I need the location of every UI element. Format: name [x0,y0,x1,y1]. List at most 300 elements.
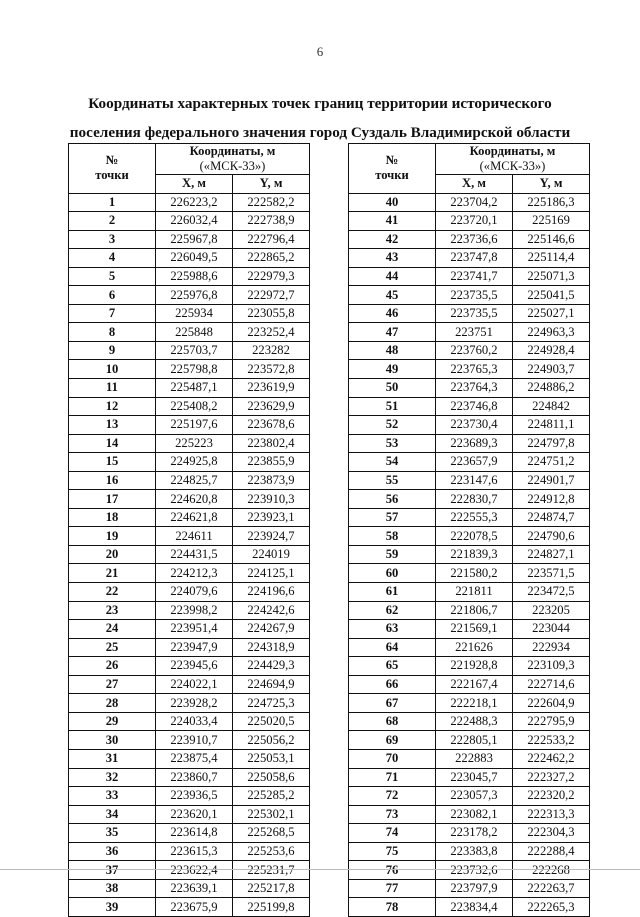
y-coordinate-cell: 224874,7 [513,508,590,527]
x-coordinate-cell: 223741,7 [436,267,513,286]
table-row [69,490,310,509]
table-row [69,286,310,305]
x-coordinate-cell: 223689,3 [436,434,513,453]
y-coordinate-cell: 222327,2 [513,768,590,787]
page-number: 6 [316,44,324,59]
header-point-number [349,144,436,194]
x-coordinate-cell: 223614,8 [156,824,233,843]
header-y: Y, м [513,175,590,194]
table-row [69,601,310,620]
y-coordinate-cell: 224842 [513,397,590,416]
table-row [69,620,310,639]
table-row [69,508,310,527]
x-coordinate-cell: 225976,8 [156,286,233,305]
point-number-cell: 36 [69,842,156,861]
point-number-cell: 69 [349,731,436,750]
table-body-left [69,193,310,916]
table-row [69,657,310,676]
x-coordinate-cell: 221839,3 [436,545,513,564]
y-coordinate-cell: 225169 [513,212,590,231]
table-row [69,879,310,898]
y-coordinate-cell: 222865,2 [233,249,310,268]
point-number-cell: 29 [69,712,156,731]
table-row [69,583,310,602]
y-coordinate-cell: 222320,2 [513,787,590,806]
table-row [349,434,590,453]
x-coordinate-cell: 223704,2 [436,193,513,212]
point-number-cell: 24 [69,620,156,639]
x-coordinate-cell: 222883 [436,749,513,768]
table-row [349,508,590,527]
point-number-cell: 75 [349,842,436,861]
header-point-label: точки [95,168,129,183]
y-coordinate-cell: 223252,4 [233,323,310,342]
table-row [69,675,310,694]
table-row [349,360,590,379]
table-row [69,787,310,806]
table-row [349,768,590,787]
table-row [69,545,310,564]
y-coordinate-cell: 223109,3 [513,657,590,676]
point-number-cell: 31 [69,749,156,768]
y-coordinate-cell: 225146,6 [513,230,590,249]
x-coordinate-cell: 224620,8 [156,490,233,509]
point-number-cell: 26 [69,657,156,676]
x-coordinate-cell: 223797,9 [436,879,513,898]
x-coordinate-cell: 223732,6 [436,861,513,880]
table-row [349,861,590,880]
x-coordinate-cell: 223735,5 [436,286,513,305]
y-coordinate-cell: 222795,9 [513,712,590,731]
y-coordinate-cell: 223044 [513,620,590,639]
point-number-cell: 49 [349,360,436,379]
y-coordinate-cell: 222288,4 [513,842,590,861]
table-row [69,527,310,546]
table-row [349,657,590,676]
x-coordinate-cell: 224033,4 [156,712,233,731]
x-coordinate-cell: 224212,3 [156,564,233,583]
x-coordinate-cell: 222805,1 [436,731,513,750]
point-number-cell: 34 [69,805,156,824]
point-number-cell: 5 [69,267,156,286]
point-number-cell: 74 [349,824,436,843]
table-row [69,805,310,824]
x-coordinate-cell: 221580,2 [436,564,513,583]
table-row [349,286,590,305]
table-row [69,249,310,268]
x-coordinate-cell: 223764,3 [436,379,513,398]
x-coordinate-cell: 223998,2 [156,601,233,620]
point-number-cell: 23 [69,601,156,620]
point-number-cell: 18 [69,508,156,527]
point-number-cell: 14 [69,434,156,453]
table-row [349,379,590,398]
table-row [69,731,310,750]
table-row [69,861,310,880]
x-coordinate-cell: 221928,8 [436,657,513,676]
y-coordinate-cell: 223055,8 [233,304,310,323]
x-coordinate-cell: 223720,1 [436,212,513,231]
header-coordinates-label: Координаты, м [469,144,556,158]
x-coordinate-cell: 224611 [156,527,233,546]
x-coordinate-cell: 225703,7 [156,341,233,360]
x-coordinate-cell: 224825,7 [156,471,233,490]
point-number-cell: 41 [349,212,436,231]
x-coordinate-cell: 223860,7 [156,768,233,787]
y-coordinate-cell: 224963,3 [513,323,590,342]
point-number-cell: 59 [349,545,436,564]
coordinates-table-left [68,143,310,917]
table-row [349,694,590,713]
table-row [349,898,590,917]
y-coordinate-cell: 224903,7 [513,360,590,379]
point-number-cell: 35 [69,824,156,843]
x-coordinate-cell: 223746,8 [436,397,513,416]
point-number-cell: 32 [69,768,156,787]
table-row [69,304,310,323]
y-coordinate-cell: 222979,3 [233,267,310,286]
x-coordinate-cell: 223730,4 [436,416,513,435]
y-coordinate-cell: 225302,1 [233,805,310,824]
table-row [349,304,590,323]
point-number-cell: 3 [69,230,156,249]
point-number-cell: 45 [349,286,436,305]
title-line-2: поселения федерального значения город Суздаль Владимирской области [69,124,571,141]
x-coordinate-cell: 226049,5 [156,249,233,268]
header-x: X, м [436,175,513,194]
point-number-cell: 15 [69,453,156,472]
point-number-cell: 38 [69,879,156,898]
x-coordinate-cell: 222488,3 [436,712,513,731]
y-coordinate-cell: 225217,8 [233,879,310,898]
y-coordinate-cell: 224429,3 [233,657,310,676]
point-number-cell: 27 [69,675,156,694]
y-coordinate-cell: 222604,9 [513,694,590,713]
x-coordinate-cell: 224925,8 [156,453,233,472]
header-y: Y, м [233,175,310,194]
y-coordinate-cell: 223923,1 [233,508,310,527]
point-number-cell: 43 [349,249,436,268]
table-row [349,267,590,286]
table-row [349,249,590,268]
y-coordinate-cell: 225186,3 [513,193,590,212]
table-row [69,749,310,768]
x-coordinate-cell: 225197,6 [156,416,233,435]
table-row [69,193,310,212]
point-number-cell: 33 [69,787,156,806]
table-row [349,545,590,564]
table-row [349,527,590,546]
point-number-cell: 40 [349,193,436,212]
x-coordinate-cell: 225848 [156,323,233,342]
header-number-sign: № [385,153,399,168]
point-number-cell: 17 [69,490,156,509]
y-coordinate-cell: 223572,8 [233,360,310,379]
y-coordinate-cell: 225027,1 [513,304,590,323]
y-coordinate-cell: 225253,6 [233,842,310,861]
table-row [349,749,590,768]
point-number-cell: 72 [349,787,436,806]
x-coordinate-cell: 223751 [436,323,513,342]
table-row [349,341,590,360]
y-coordinate-cell: 222738,9 [233,212,310,231]
y-coordinate-cell: 224827,1 [513,545,590,564]
table-body-right [349,193,590,916]
y-coordinate-cell: 223802,4 [233,434,310,453]
table-row [349,712,590,731]
table-row [69,397,310,416]
y-coordinate-cell: 222263,7 [513,879,590,898]
x-coordinate-cell: 221626 [436,638,513,657]
y-coordinate-cell: 222268 [513,861,590,880]
y-coordinate-cell: 225053,1 [233,749,310,768]
point-number-cell: 71 [349,768,436,787]
y-coordinate-cell: 223910,3 [233,490,310,509]
header-point-number [69,144,156,194]
point-number-cell: 9 [69,341,156,360]
y-coordinate-cell: 223571,5 [513,564,590,583]
y-coordinate-cell: 222533,2 [513,731,590,750]
x-coordinate-cell: 223834,4 [436,898,513,917]
header-x: X, м [156,175,233,194]
x-coordinate-cell: 225223 [156,434,233,453]
point-number-cell: 39 [69,898,156,917]
x-coordinate-cell: 222078,5 [436,527,513,546]
x-coordinate-cell: 223675,9 [156,898,233,917]
x-coordinate-cell: 223383,8 [436,842,513,861]
table-row [349,471,590,490]
table-row [349,879,590,898]
point-number-cell: 73 [349,805,436,824]
x-coordinate-cell: 222218,1 [436,694,513,713]
y-coordinate-cell: 225071,3 [513,267,590,286]
y-coordinate-cell: 222304,3 [513,824,590,843]
y-coordinate-cell: 225231,7 [233,861,310,880]
x-coordinate-cell: 223147,6 [436,471,513,490]
x-coordinate-cell: 224022,1 [156,675,233,694]
y-coordinate-cell: 224797,8 [513,434,590,453]
x-coordinate-cell: 223947,9 [156,638,233,657]
x-coordinate-cell: 223620,1 [156,805,233,824]
table-row [349,824,590,843]
x-coordinate-cell: 222167,4 [436,675,513,694]
x-coordinate-cell: 223657,9 [436,453,513,472]
x-coordinate-cell: 226032,4 [156,212,233,231]
point-number-cell: 13 [69,416,156,435]
header-coordinates-label: Координаты, м [189,144,276,158]
table-row [69,360,310,379]
table-row [349,564,590,583]
x-coordinate-cell: 225967,8 [156,230,233,249]
point-number-cell: 30 [69,731,156,750]
y-coordinate-cell: 225020,5 [233,712,310,731]
x-coordinate-cell: 223936,5 [156,787,233,806]
point-number-cell: 16 [69,471,156,490]
table-row [349,212,590,231]
y-coordinate-cell: 224928,4 [513,341,590,360]
y-coordinate-cell: 223629,9 [233,397,310,416]
y-coordinate-cell: 224267,9 [233,620,310,639]
point-number-cell: 42 [349,230,436,249]
table-row [349,731,590,750]
point-number-cell: 51 [349,397,436,416]
table-row [69,712,310,731]
table-row [349,230,590,249]
x-coordinate-cell: 225408,2 [156,397,233,416]
table-row [349,787,590,806]
y-coordinate-cell: 224912,8 [513,490,590,509]
y-coordinate-cell: 225285,2 [233,787,310,806]
table-row [349,620,590,639]
y-coordinate-cell: 222265,3 [513,898,590,917]
table-row [349,601,590,620]
title-line-1: Координаты характерных точек границ территории исторического [88,95,552,112]
table-row [349,805,590,824]
y-coordinate-cell: 224790,6 [513,527,590,546]
point-number-cell: 10 [69,360,156,379]
table-row [349,638,590,657]
x-coordinate-cell: 223615,3 [156,842,233,861]
header-coordinate-system: («МСК-33») [199,159,266,173]
y-coordinate-cell: 224901,7 [513,471,590,490]
x-coordinate-cell: 225487,1 [156,379,233,398]
point-number-cell: 54 [349,453,436,472]
point-number-cell: 65 [349,657,436,676]
point-number-cell: 66 [349,675,436,694]
y-coordinate-cell: 224751,2 [513,453,590,472]
point-number-cell: 64 [349,638,436,657]
y-coordinate-cell: 224725,3 [233,694,310,713]
point-number-cell: 4 [69,249,156,268]
y-coordinate-cell: 222796,4 [233,230,310,249]
y-coordinate-cell: 223678,6 [233,416,310,435]
y-coordinate-cell: 222714,6 [513,675,590,694]
point-number-cell: 58 [349,527,436,546]
y-coordinate-cell: 224019 [233,545,310,564]
x-coordinate-cell: 223747,8 [436,249,513,268]
point-number-cell: 25 [69,638,156,657]
point-number-cell: 11 [69,379,156,398]
table-row [69,230,310,249]
point-number-cell: 47 [349,323,436,342]
x-coordinate-cell: 223082,1 [436,805,513,824]
y-coordinate-cell: 222582,2 [233,193,310,212]
y-coordinate-cell: 225041,5 [513,286,590,305]
header-coordinates [436,144,590,175]
header-number-sign: № [105,153,119,168]
point-number-cell: 20 [69,545,156,564]
header-coordinate-system: («МСК-33») [479,159,546,173]
y-coordinate-cell: 224242,6 [233,601,310,620]
table-row [69,341,310,360]
point-number-cell: 6 [69,286,156,305]
y-coordinate-cell: 222972,7 [233,286,310,305]
y-coordinate-cell: 223855,9 [233,453,310,472]
y-coordinate-cell: 224125,1 [233,564,310,583]
y-coordinate-cell: 225056,2 [233,731,310,750]
x-coordinate-cell: 226223,2 [156,193,233,212]
point-number-cell: 76 [349,861,436,880]
x-coordinate-cell: 221811 [436,583,513,602]
header-coordinates [156,144,310,175]
x-coordinate-cell: 223945,6 [156,657,233,676]
y-coordinate-cell: 223472,5 [513,583,590,602]
point-number-cell: 28 [69,694,156,713]
table-row [349,416,590,435]
point-number-cell: 2 [69,212,156,231]
table-row [69,453,310,472]
point-number-cell: 78 [349,898,436,917]
point-number-cell: 52 [349,416,436,435]
point-number-cell: 63 [349,620,436,639]
x-coordinate-cell: 223045,7 [436,768,513,787]
point-number-cell: 77 [349,879,436,898]
x-coordinate-cell: 222555,3 [436,508,513,527]
y-coordinate-cell: 225199,8 [233,898,310,917]
x-coordinate-cell: 225988,6 [156,267,233,286]
table-row [69,694,310,713]
x-coordinate-cell: 223178,2 [436,824,513,843]
table-row [69,842,310,861]
point-number-cell: 55 [349,471,436,490]
point-number-cell: 37 [69,861,156,880]
header-point-label: точки [375,168,409,183]
table-row [69,434,310,453]
point-number-cell: 62 [349,601,436,620]
x-coordinate-cell: 221806,7 [436,601,513,620]
point-number-cell: 56 [349,490,436,509]
table-row [349,323,590,342]
x-coordinate-cell: 223057,3 [436,787,513,806]
y-coordinate-cell: 224318,9 [233,638,310,657]
point-number-cell: 61 [349,583,436,602]
y-coordinate-cell: 223619,9 [233,379,310,398]
table-row [349,453,590,472]
x-coordinate-cell: 224621,8 [156,508,233,527]
table-row [349,675,590,694]
x-coordinate-cell: 223951,4 [156,620,233,639]
table-row [69,212,310,231]
x-coordinate-cell: 223639,1 [156,879,233,898]
x-coordinate-cell: 223736,6 [436,230,513,249]
x-coordinate-cell: 223765,3 [436,360,513,379]
table-row [69,323,310,342]
table-row [349,842,590,861]
x-coordinate-cell: 224431,5 [156,545,233,564]
x-coordinate-cell: 223928,2 [156,694,233,713]
table-row [69,267,310,286]
x-coordinate-cell: 225798,8 [156,360,233,379]
x-coordinate-cell: 223875,4 [156,749,233,768]
point-number-cell: 44 [349,267,436,286]
point-number-cell: 46 [349,304,436,323]
y-coordinate-cell: 222462,2 [513,749,590,768]
x-coordinate-cell: 221569,1 [436,620,513,639]
point-number-cell: 57 [349,508,436,527]
y-coordinate-cell: 223282 [233,341,310,360]
table-row [349,193,590,212]
point-number-cell: 12 [69,397,156,416]
table-row [69,638,310,657]
y-coordinate-cell: 225114,4 [513,249,590,268]
y-coordinate-cell: 225058,6 [233,768,310,787]
y-coordinate-cell: 224196,6 [233,583,310,602]
y-coordinate-cell: 225268,5 [233,824,310,843]
point-number-cell: 70 [349,749,436,768]
table-row [349,490,590,509]
point-number-cell: 48 [349,341,436,360]
y-coordinate-cell: 223924,7 [233,527,310,546]
